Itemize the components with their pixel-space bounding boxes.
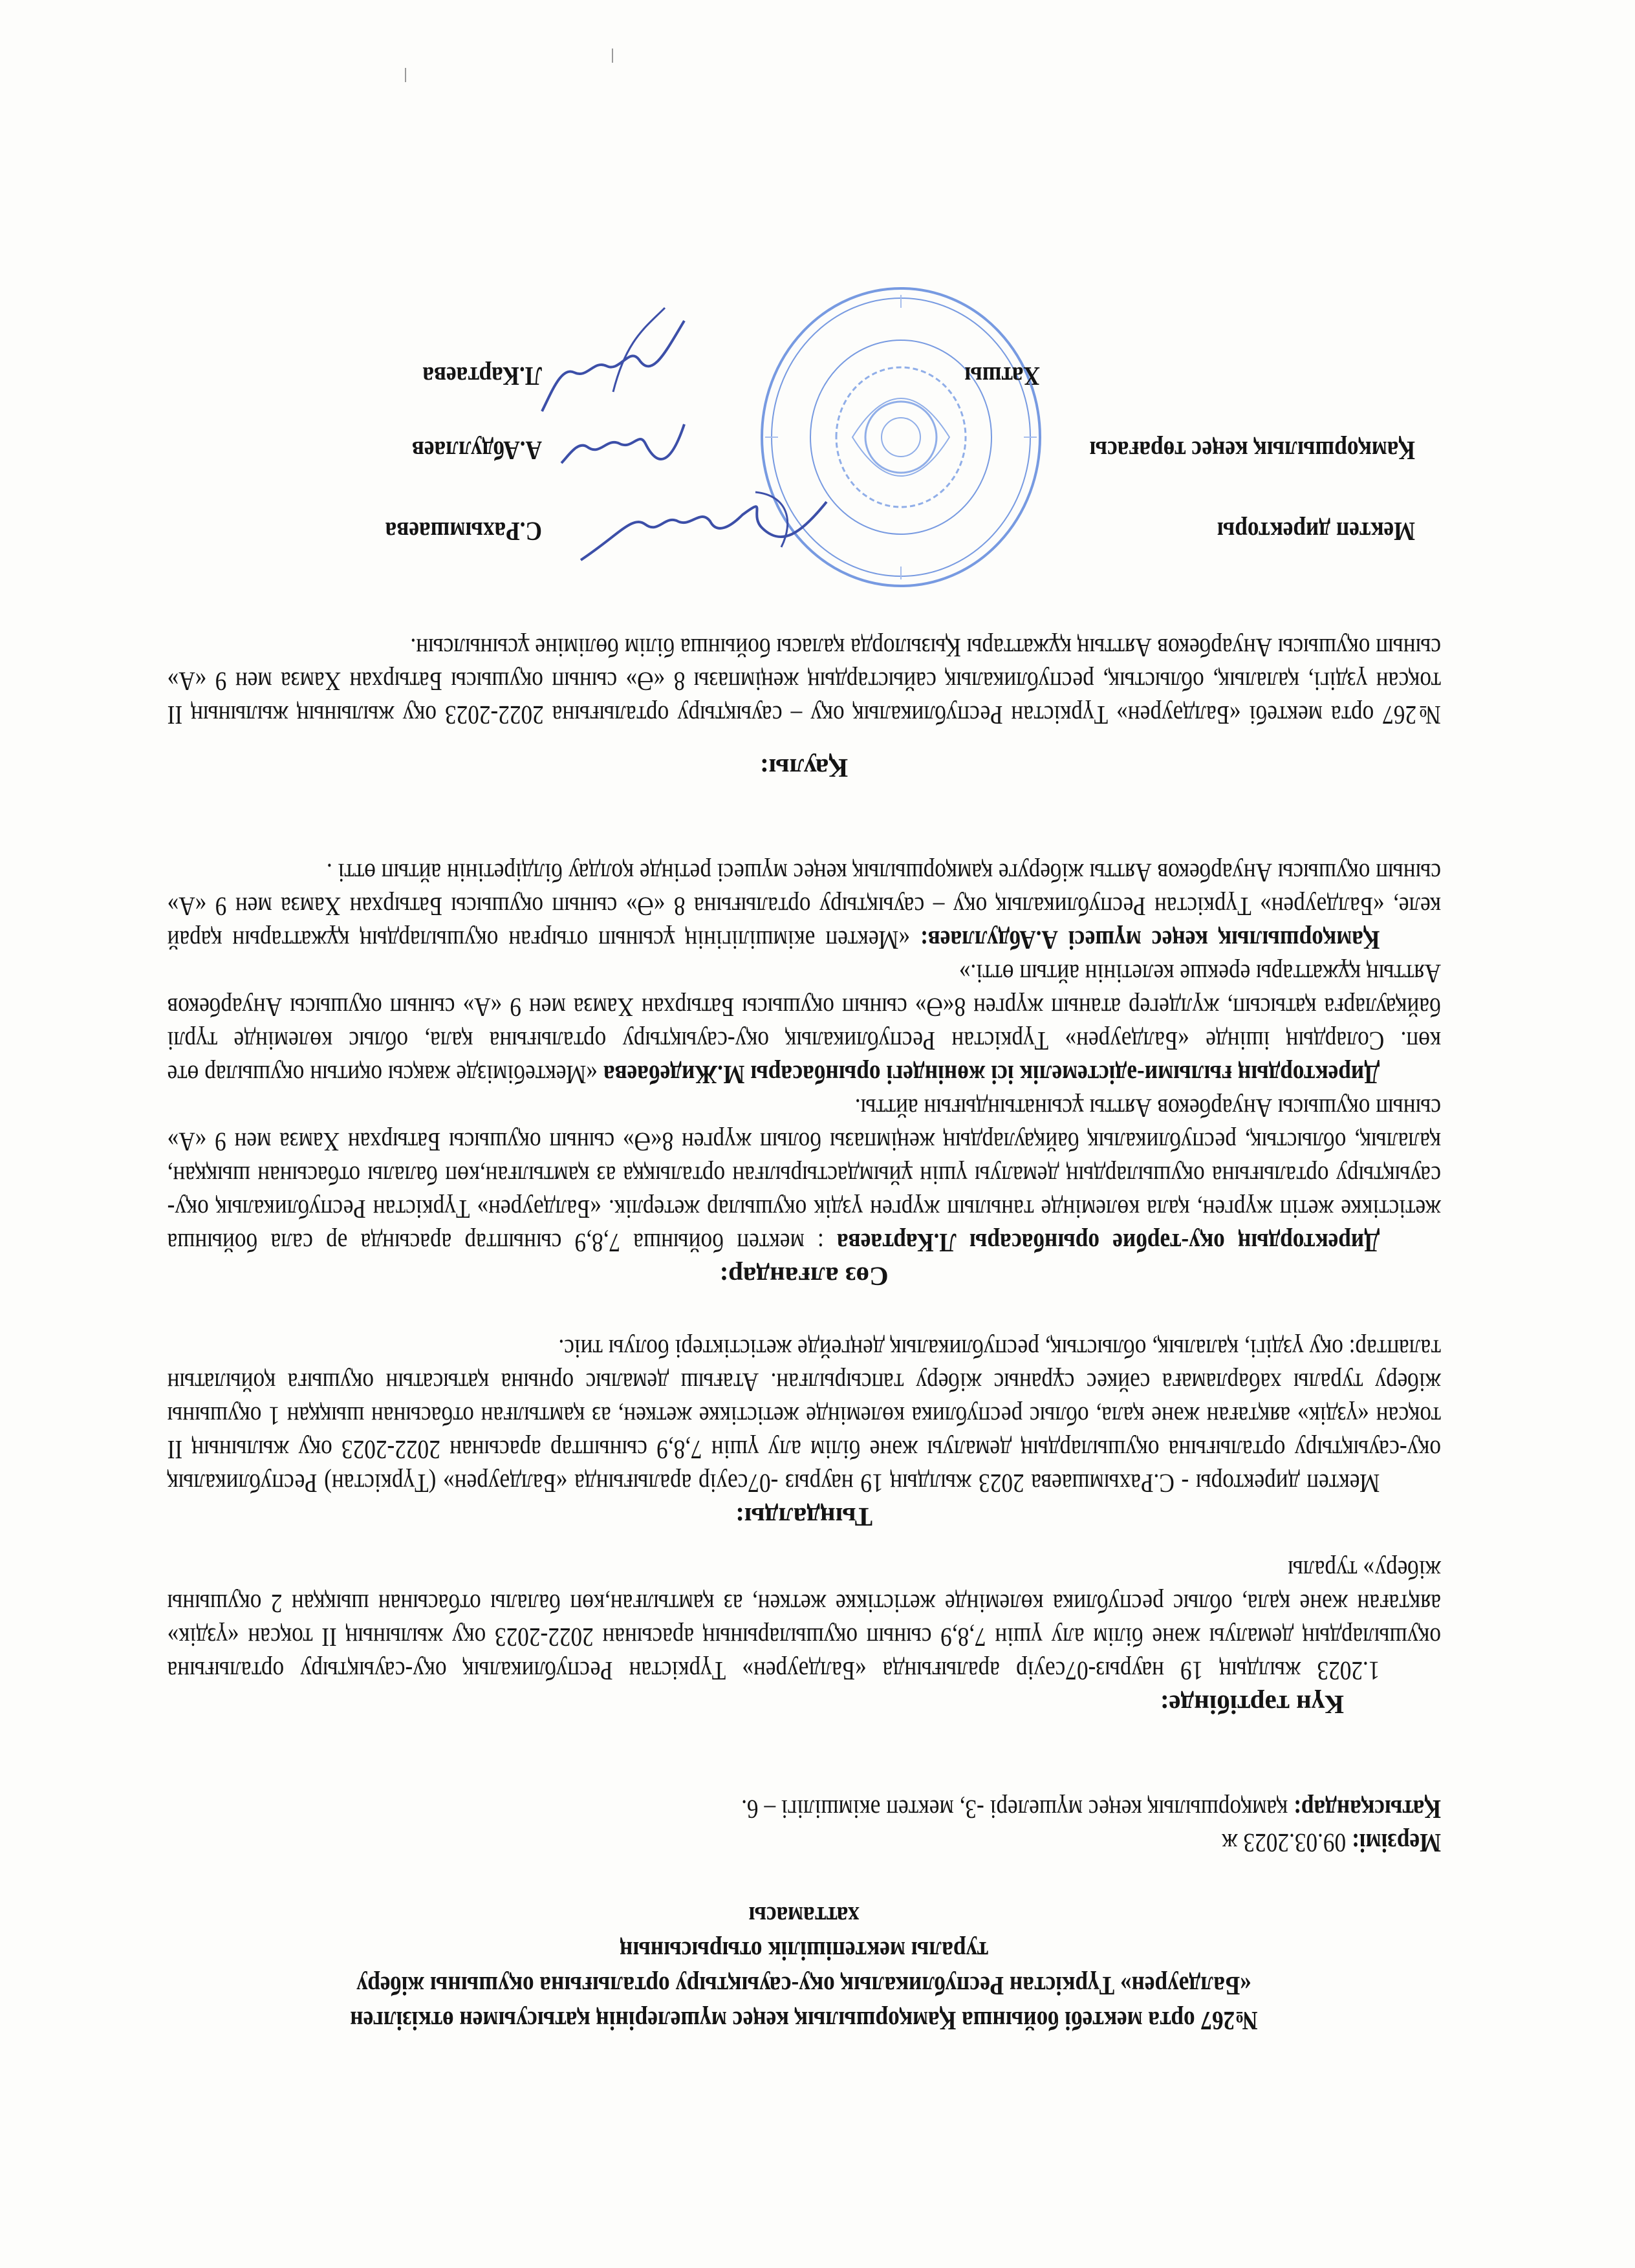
signature-block	[167, 301, 1441, 573]
title-line: «Балдәурен» Түркістан Республикалық оқу-сауықтыру орталығына оқушыны жіберу	[356, 1971, 1251, 2001]
heard-text: Мектеп директоры - С.Рахымшаева 2023 жылдың 19 наурыз -07сәуір аралығында «Балдәурен» (Түркістан) Республикалық оқу-сауықтыру орталығына оқушылардың демалуы және білім алу үшін 7,8,9 сыныптар арасынан 2022-2023 оқу жылының ІІ тоқсан «үздік» аяқтаған және қала, облыс республика көлемінде жетістікке жеткен, аз қамтылған отбасынан шыққан 1 оқушыны жіберу туралы хабарламаға сәйкес сұраныс жіберу тапсырылған. Атағыш демалыс орнына қатысатын оқушыға қойылатын талаптар: оқу үздігі, қалалық, облыстық, республикалық деңгейде жетістіктері болуы тиіс.	[167, 1334, 1441, 1498]
title-line: хаттамасы	[748, 1901, 860, 1931]
speaker-entry	[168, 1092, 1441, 1260]
speaker-name: Қамқоршылық кеңес мүшесі А.Абдуллаев:	[920, 925, 1380, 955]
speakers-heading: Сөз алғандар:	[719, 1262, 889, 1291]
scan-artifact	[405, 68, 406, 82]
speaker-entry	[168, 856, 1441, 957]
speaker-name: Директордың ғылыми-әдістемелік ісі жөніндегі орынбасары М.Жидебаева	[603, 1060, 1380, 1090]
document-body	[167, 301, 1441, 2038]
participants-value: қамқоршылық кеңес мүшелері -3, мектеп әкімшілігі – 6.	[741, 1795, 1294, 1824]
document-title	[256, 1899, 1352, 2038]
signature-name-secretary: Л.Картаева	[422, 362, 542, 391]
signature-name-director: С.Рахымшаева	[385, 517, 542, 546]
date-value: 09.03.2023 ж	[1222, 1828, 1352, 1858]
participants	[168, 1793, 1441, 1826]
speaker-text: «Мектеп әкімшілігінің ұсынып отырған оқушылардың құжаттарын қарай келе, «Балдәурен» Түркістан Республикалық оқу – сауықтыру орталығына 8 «Ә» сынып оқушысы Батырхан Хамза мен 9 «А» сынып оқушысы Ануарбеков Аятты жіберуге қамқоршылық кеңес мүшесі ретінде қолдау білдіретінін айтып өтті .	[167, 858, 1441, 955]
signature-role-council-chair: Қамқоршылық кеңес төрағасы	[1089, 436, 1415, 466]
agenda-heading: Күн тәртібінде:	[1160, 1690, 1344, 1720]
speaker-entry	[168, 957, 1441, 1092]
speaker-text: : мектеп бойынша 7,8,9 сыныптар арасында әр сала бойынша жетістікке жетіп жүрген, қала көлемінде танылып жүрген үздік оқушылар жетерлік. «Балдәурен» Түркістан Республикалық оқу-сауықтыру орталығына оқушылардың демалуы үшін ұйымдастырылған орталыққа аз қамтылған,көп балалы отбасынан шыққан, қалалық, облыстық, республикалық байқаулардың жеңімпазы болып жүрген 8«Ә» сынып оқушысы Батырхан Хамза мен 9 «А» сынып оқушысы Ануарбеков Аятты ұсынатындығын айтты.	[167, 1094, 1441, 1258]
signature-role-director: Мектеп директоры	[1217, 517, 1415, 546]
meeting-date	[168, 1826, 1441, 1860]
secretary-signature-icon	[536, 301, 704, 418]
decision-text: №267 орта мектебі «Балдәурен» Түркістан Республикалық оқу – сауықтыру орталығына 2022-2023 оқу жылының жылының ІІ тоқсан үздігі, қалалық, облыстық, республикалық сайыстардың жеңімпазы 8 «Ә» сынып оқушысы Батырхан Хамза мен 9 «А» сынып оқушысы Ануарбеков Аяттың құжаттары Қызылорда қаласы бойынша білім бөлімінe ұсынылсын.	[167, 633, 1441, 730]
date-label: Мерзімі:	[1351, 1828, 1441, 1858]
signature-role-secretary: Хатшы	[964, 362, 1040, 391]
heard-heading: Тыңдалды:	[735, 1502, 872, 1532]
signature-name-council-chair: А.Абдуллаев	[411, 436, 542, 466]
agenda-item: 1.2023 жылдың 19 наурыз-07сәуір аралығында «Балдәурен» Түркістан Республикалық оқу-сауықтыру орталығына оқушылардың демалуы және білім алу үшін 7,8,9 сынып оқушыларының арасынан 2022-2023 оқу жылының ІІ тоқсан «үздік» аяқтаған және қала, облыс республика көлемінде жетістікке жеткен, аз қамтылған,көп балалы отбасынан шыққан 2 оқушыны жіберу» туралы	[167, 1555, 1441, 1686]
speaker-text: «Мектебімізде жақсы оқитын оқушылар өте көп. Солардың ішінде «Балдәурен» Түркістан Республикалық оқу-сауықтыру орталығына қала, облыс көлемінде түрлі байқауларға қатысып, жүлдегер атанып жүрген 8«Ә» сынып оқушысы Батырхан Хамза мен 9 «А» сынып оқушысы Ануарбеков Аяттың құжаттары ерекше келетінін айтып өтті.»	[167, 959, 1441, 1090]
speaker-name: Директордың оқу-тәрбие орынбасары Л.Картаева	[836, 1228, 1380, 1258]
director-signature-icon	[568, 482, 839, 573]
scan-artifact	[612, 49, 613, 63]
participants-label: Қатысқандар:	[1294, 1795, 1441, 1824]
title-line: туралы мектепішілік отырысының	[620, 1936, 989, 1966]
decision-heading: Қаулы:	[759, 753, 849, 783]
title-line: №267 орта мектебі бойынша Қамқоршылық кеңес мүшелерінің қатысуымен өткізілген	[350, 2006, 1258, 2036]
